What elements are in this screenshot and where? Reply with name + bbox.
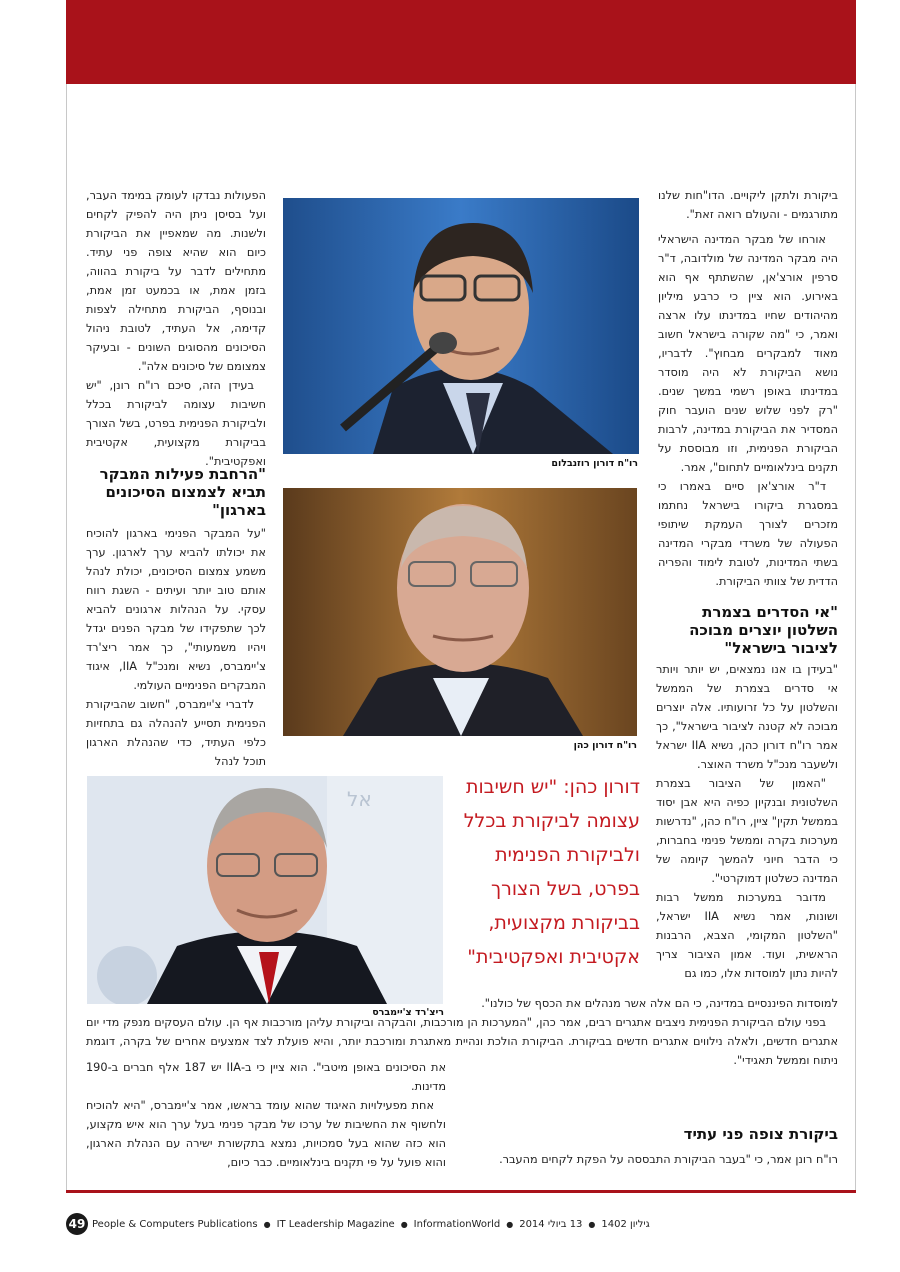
bullet-icon: ●: [400, 1219, 408, 1229]
bottom-rule: [66, 1190, 856, 1193]
footer-magazine-2: InformationWorld: [413, 1218, 501, 1230]
caption-photo-1: רו"ח דורון רוזנבלום: [551, 458, 638, 469]
paragraph: אורחו של מבקר המדינה הישראלי היה מבקר המדינה של מולדובה, ד"ר סרפין אורצ'אן, שהשתתף אף הוא באירוע. הוא ציין כי כרבע מיליון מהיהודים שחיו במדינתו עלו ארצה ואמר, כי "מה שקורה בישראל חשוב מאוד למבקרים מבחוץ". לדבריו, נושא הביקורת לא היה מוסדר במדינתו באופן רשמי במשך שנים. "רק לפני שלוש שנים הועבר חוק המסדיר את הביקורת במדינה, לרבות הביקורת הפנימית, וזו מבוססת על תקנים בינלאומיים לתחום", אמר.: [658, 233, 838, 474]
footer-magazine: IT Leadership Magazine: [276, 1218, 395, 1230]
subhead-left: "הרחבת פעילות המבקר תביא לצמצום הסיכונים בארגון": [99, 465, 266, 519]
subhead-right: "אי הסדרים בצמרת השלטון יוצרים מבוכה לציבור בישראל": [689, 603, 838, 657]
subhead-bottom: ביקורת צופה פני עתיד: [683, 1125, 838, 1143]
paragraph: בעידן הזה, סיכם רו"ח רונן, "יש חשיבות עצומה לביקורת בכלל ולביקורת הפנימית בפרט, בשל הצורך בביקורת מקצועית, אקטיבית ואפקטיבית".: [86, 379, 266, 468]
footer-publisher: People & Computers Publications: [92, 1218, 258, 1230]
svg-text:אל: אל: [347, 787, 372, 811]
photo-speaker-3: [87, 776, 443, 1004]
photo-speaker-2: [283, 488, 637, 736]
bullet-icon: ●: [506, 1219, 514, 1229]
paragraph: אחת מפעילויות האיגוד שהוא עומד בראשו, אמר צ'יימברס, "היא להוכיח ולחשוף את החשיבות של ערכו של מבקר פנימי בעל ערך הוא איש מקצוע, הוא כזה שהוא בעל סמכויות, נמצא בתקשורת ישירה עם הנהלת הארגון, והוא פועל על פי תקנים בינלאומיים. כבר כיום,: [86, 1099, 446, 1169]
bullet-icon: ●: [263, 1219, 271, 1229]
photo-speaker-1: [283, 198, 639, 454]
paragraph: ד"ר אורצ'אן סיים באמרו כי במסגרת ביקורו בישראל נחתמו מזכרים לצורך העמקת שיתופי הפעולה של משרדי מבקרי המדינה בשתי המדינות, לטובת לימוד והפריה הדדית של צוותי הביקורת.: [658, 480, 838, 588]
paragraph: "על המבקר הפנימי בארגון להוכיח את יכולתו להביא ערך לארגון. ערך משמע צמצום הסיכונים, יכולת לנהל אותם טוב יותר ועיתים - השגת רווח עסקי. על הנהלות ארגונים להביא לכך שתפקידו של מבקר הפנים יגדל ויהיו משמעותי", כך אמר ריצ'רד צ'יימברס, נשיא ומנכ"ל IIA, איגוד המבקרים הפנימיים העולמי.: [86, 527, 266, 692]
caption-photo-2: רו"ח דורון כהן: [573, 740, 637, 751]
paragraph: לדברי צ'יימברס, "חשוב שהביקורת הפנימית תסייע להנהלה גם בתחזיות כלפי העתיד, כדי שהנהלת הארגון תוכל לנהל: [86, 698, 266, 768]
bullet-icon: ●: [588, 1219, 596, 1229]
footer-date: 13 ביולי 2014: [519, 1218, 583, 1230]
right-column-middle: [656, 660, 838, 983]
paragraph: את הסיכונים באופן מיטבי". הוא ציין כי ב-IIA יש 187 אלף חברים ב-190 מדינות.: [86, 1061, 447, 1093]
paragraph: "האמון של הציבור בצמרת השלטונית ובנקיון כפיה היא אבן יסוד בממשל תקין" ציין, רו"ח כהן, "נדרשות מערכות בקרה וממשל פנימי בחברות, כי הדבר חיוני להמשך קיומה של המדינה כשלטון דמוקרטי".: [656, 777, 838, 885]
page-number: 49: [66, 1213, 88, 1235]
footer: [66, 1213, 766, 1235]
left-column-middle: [86, 524, 266, 771]
paragraph: "בעידן בו אנו נמצאים, יש יותר ויותר אי סדרים בצמרת של הממשל והשלטון על כל זרועותיו. אלה יוצרים מבוכה לא קטנה לציבור בישראל", כך אמר רו"ח דורון כהן, נשיא IIA ישראל ולשעבר מנכ"ל משרד האוצר.: [656, 663, 838, 771]
pull-quote: דורון כהן: "יש חשיבות עצומה לביקורת בכלל ולביקורת הפנימית בפרט, בשל הצורך בביקורת מקצועית, אקטיבית ואפקטיבית": [463, 776, 640, 968]
paragraph: מדובר במערכות ממשל רבות ושונות, אמר נשיא IIA ישראל, "השלטון המקומי, הצבא, הרבנות הראשית, ועוד. אמון הציבור צריך להיות נתון למוסדות אלו, כמו גם: [656, 891, 839, 980]
paragraph: בפני עולם הביקורת הפנימית ניצבים אתגרים רבים, אמר כהן, "המערכות הן מורכבות, והבקרה וביקורת עליהן מורכבות אף הן. עולם העסקים מנפק מדי יום אתגרים חדשים, ולאלה נילווים אתגרים חדשים בביקורת. הביקורת הולכת ונהיית מאתגרת ומורכבת יותר, והיא פועלת לצד אמצעים אחרים של בקרה, דוגמת ניתוח וממשל תאגידי".: [86, 1016, 838, 1067]
footer-issue: גיליון 1402: [601, 1218, 650, 1230]
right-column-top: [658, 186, 838, 591]
caption-photo-3: ריצ'רד צ'יימברס: [372, 1007, 444, 1018]
paragraph: הפעולות נבדקו לעומק במימד העבר, ועל בסיסן ניתן היה להפיק לקחים ולשנות. מה שמאפיין את הביקורת כיום הוא שהיא צופה פני עתיד. מתחילים לדבר על ביקורת בהווה, בזמן אמת, או בכמעט זמן אמת, ובנוסף, הביקורת מתחילה לצפות קדימה, אל העתיד, לטובת ניהול הסיכונים מהסוגים השונים - ובעיקר צמצומם של סיכונים אלה".: [86, 189, 266, 373]
paragraph: למוסדות הפיננסיים במדינה, כי הם אלה אשר מנהלים את הכסף של כולנו".: [481, 997, 838, 1010]
header-band: [66, 0, 856, 84]
left-column-top: [86, 186, 266, 471]
paragraph: רו"ח רונן אמר, כי "בעבר הביקורת התבססה על הפקת לקחים מהעבר.: [499, 1153, 838, 1166]
bottom-left-text: [86, 1058, 446, 1172]
paragraph: ביקורת ולתקן ליקויים. הדו"חות שלנו מתורגמים - והעולם רואה זאת".: [658, 189, 838, 221]
